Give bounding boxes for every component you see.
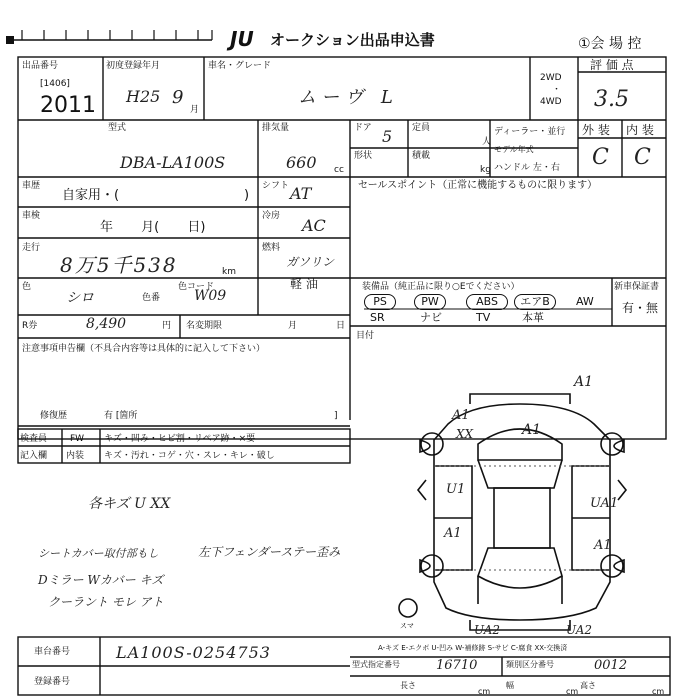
month-unit: 月	[190, 105, 200, 115]
equip-pw: PW	[414, 294, 446, 310]
km-unit: km	[222, 267, 236, 277]
history-close: )	[244, 188, 250, 203]
mark-hood-left: A1	[452, 408, 470, 423]
lot-number-label: 出品番号	[22, 61, 59, 71]
eval-score: 3.5	[594, 87, 629, 112]
equip-abs: ABS	[466, 294, 508, 310]
mark-left-rear: A1	[444, 526, 462, 541]
sales-point-label: セールスポイント（正常に機能するものに限ります）	[358, 180, 598, 191]
fuel-type: 軽 油	[290, 277, 318, 291]
note-2: シートカバー取付部もし	[38, 547, 159, 560]
handle-label: ハンドル 左・右	[494, 163, 560, 173]
recycle-label: R券	[22, 321, 38, 331]
color-number-label: 色番	[142, 293, 161, 303]
ac-label: 冷房	[262, 211, 281, 221]
car-name-label: 車名・グレード	[208, 61, 272, 71]
name-change-label: 名変期限	[186, 321, 223, 331]
spec-label: 型式指定番号	[352, 660, 400, 669]
first-reg-month: 9	[172, 87, 184, 108]
after-label: 目付	[356, 331, 375, 341]
yen-unit: 円	[162, 321, 172, 331]
dealer-label: ディーラー・並行	[494, 127, 566, 137]
capacity-unit: 人	[482, 137, 492, 147]
registration-label: 登録番号	[34, 677, 71, 687]
note-4: クーラント モレ アト	[48, 595, 164, 609]
note-3: Dミラー Wカバー キズ	[38, 573, 164, 587]
name-change-day: 日	[336, 321, 346, 331]
mark-spare: スマ	[400, 622, 414, 630]
length-label: 長さ	[400, 681, 416, 690]
ac-value: AC	[302, 216, 326, 235]
exterior-items: キズ・凹み・ヒビ割・リペア跡・×要	[104, 434, 256, 444]
mark-right-door: UA1	[590, 496, 619, 511]
warranty-value: 有・無	[622, 301, 659, 315]
mileage-label: 走行	[22, 243, 41, 253]
chassis-label: 車台番号	[34, 647, 71, 657]
displacement-unit: cc	[334, 165, 344, 175]
interior-grade: C	[634, 145, 651, 170]
car-name: ムーヴ L	[298, 87, 399, 108]
shaken-label: 車検	[22, 211, 41, 221]
eval-label: 評 価 点	[590, 58, 634, 72]
drive-dot: ・	[552, 85, 562, 95]
width-label: 幅	[506, 681, 514, 690]
length-cm: cm	[478, 687, 491, 696]
warranty-label: 新車保証書	[614, 282, 660, 292]
venue-copy-label: ①会 場 控	[578, 36, 642, 52]
mileage-value: 8万5千538	[60, 253, 178, 277]
mark-left-door: U1	[446, 482, 466, 497]
color-code: W09	[194, 288, 227, 304]
drive-2wd: 2WD	[540, 73, 562, 83]
fuel-label: 燃料	[262, 243, 281, 253]
class-label: 類別区分番号	[506, 660, 554, 669]
model-label: 型式	[108, 123, 127, 133]
model-year-label: モデル年式	[494, 145, 534, 154]
height-label: 高さ	[580, 681, 596, 690]
interior-tag: 内装	[66, 451, 85, 461]
displacement-value: 660	[286, 153, 317, 172]
door-label: ドア	[354, 123, 372, 133]
interior-label: 内 装	[626, 123, 654, 137]
logo: JU	[230, 27, 254, 51]
model-value: DBA-LA100S	[120, 153, 226, 172]
recycle-value: 8,490	[86, 316, 127, 332]
exterior-grade: C	[592, 145, 609, 170]
spec-value: 16710	[436, 658, 478, 673]
color-label: 色	[22, 282, 32, 292]
equip-sr: SR	[370, 311, 385, 324]
repair-close: ]	[334, 411, 338, 421]
capacity-label: 定員	[412, 123, 431, 133]
mark-front: A1	[574, 374, 594, 390]
fw-label: FW	[70, 434, 85, 444]
exterior-label: 外 装	[582, 123, 610, 137]
shaken-value: 年 月( 日)	[100, 220, 206, 235]
mark-rear-left: UA2	[474, 623, 501, 637]
height-cm: cm	[652, 687, 665, 696]
load-label: 積載	[412, 151, 431, 161]
equip-aw: AW	[576, 295, 594, 308]
color-value: シロ	[66, 290, 94, 306]
load-unit: kg	[480, 165, 491, 175]
note-1: 各キズ U XX	[88, 496, 171, 512]
first-reg-era: H25	[126, 87, 161, 106]
drive-4wd: 4WD	[540, 97, 562, 107]
chassis-value: LA100S-0254753	[116, 643, 271, 662]
history-value: 自家用・(	[62, 188, 120, 203]
note-2b: 左下フェンダーステー歪み	[198, 545, 341, 559]
equip-leather: 本革	[522, 311, 544, 324]
repair-label: 修復歴	[40, 411, 68, 421]
equip-navi: ナビ	[420, 311, 442, 324]
mark-rear-right: UA2	[566, 623, 593, 637]
first-reg-label: 初度登録年月	[106, 61, 161, 71]
equip-ps: PS	[364, 294, 396, 310]
report-label: 記入欄	[20, 451, 48, 461]
displacement-label: 排気量	[262, 123, 290, 133]
equip-tv: TV	[476, 311, 491, 324]
equip-airbag: エアB	[514, 294, 556, 310]
name-change-month: 月	[288, 321, 298, 331]
width-cm: cm	[566, 687, 579, 696]
notice-label: 注意事項申告欄（不具合内容等は具体的に記入して下さい）	[22, 344, 266, 354]
inspector-label: 検査員	[20, 434, 48, 444]
shift-value: AT	[290, 184, 312, 203]
damage-legend: A-キズ E-エクボ U-凹み W-補修跡 S-サビ C-腐食 XX-交換済	[378, 644, 568, 652]
equipment-label: 装備品（純正品に限り○Eでください）	[362, 282, 520, 292]
shift-label: シフト	[262, 181, 290, 191]
mark-right-rear: A1	[594, 538, 612, 553]
form-title: オークション出品申込書	[270, 31, 435, 49]
color-code-label: 色コード	[178, 282, 215, 292]
shape-label: 形状	[354, 151, 373, 161]
class-value: 0012	[594, 658, 628, 673]
lot-number: 2011	[40, 93, 96, 118]
lot-sub-number: [1406]	[40, 79, 70, 89]
history-label: 車歴	[22, 181, 41, 191]
mark-hood: A1	[522, 422, 542, 438]
interior-items: キズ・汚れ・コゲ・穴・スレ・キレ・破し	[104, 451, 275, 461]
mark-hood-xx: XX	[456, 427, 474, 441]
fuel-value: ガソリン	[286, 255, 335, 269]
door-value: 5	[382, 127, 393, 146]
car-diagram	[399, 394, 626, 630]
repair-value: 有 [箇所	[104, 411, 138, 421]
